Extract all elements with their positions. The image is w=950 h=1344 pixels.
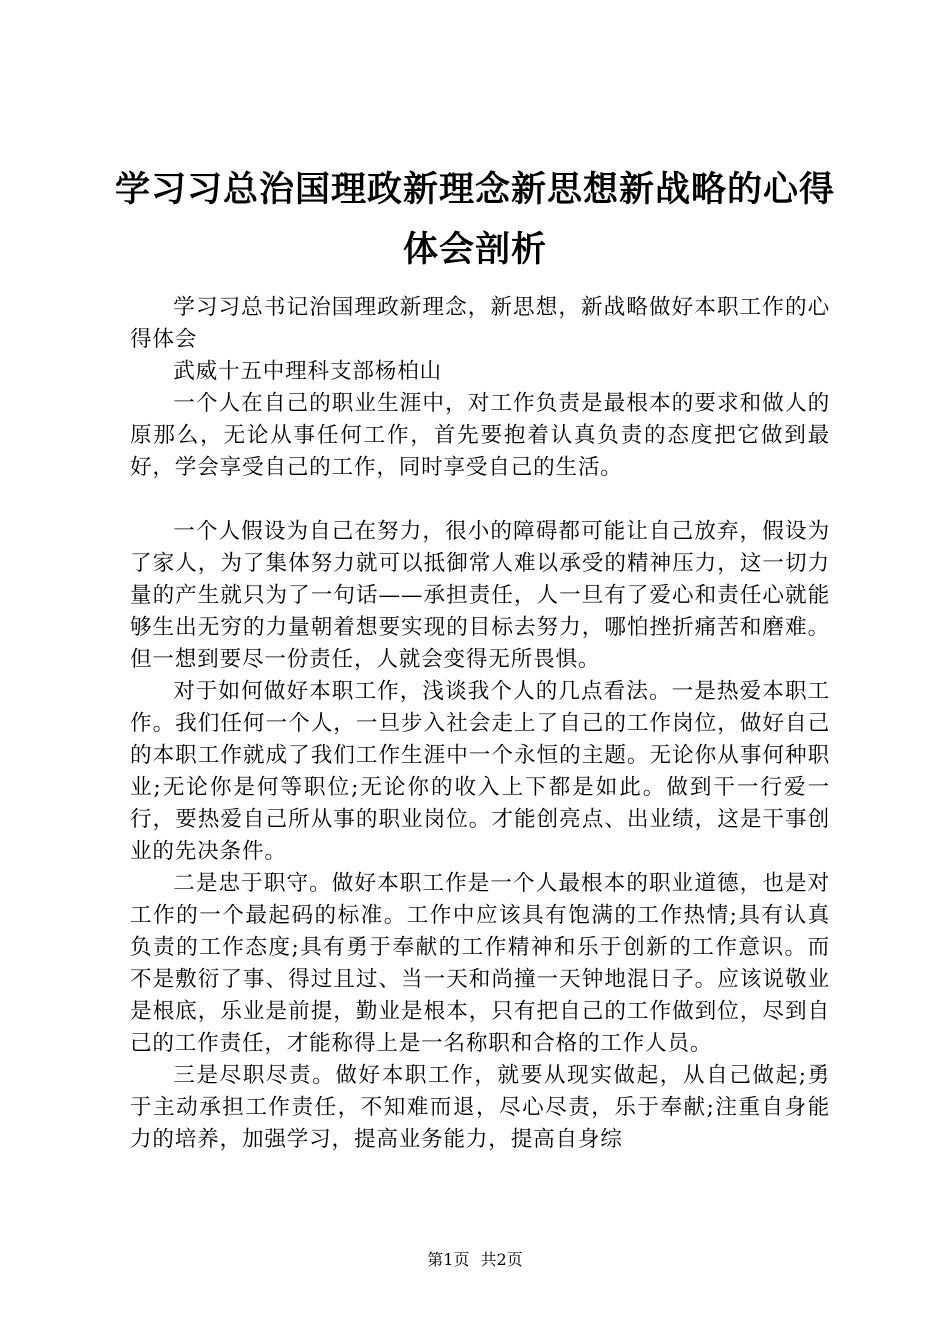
paragraph-author: 武威十五中理科支部杨柏山 xyxy=(173,359,442,384)
paragraph: 三是尽职尽责。做好本职工作，就要从现实做起，从自己做起;勇于主动承担工作责任，不知难而退，尽心尽责，乐于奉献;注重自身能力的培养，加强学习，提高业务能力，提高自身综 xyxy=(130,1063,830,1152)
paragraph: 二是忠于职守。做好本职工作是一个人最根本的职业道德，也是对工作的一个最起码的标准。工作中应该具有饱满的工作热情;具有认真负责的工作态度;具有勇于奉献的工作精神和乐于创新的工作意识。而不是敷衍了事、得过且过、当一天和尚撞一天钟地混日子。应该说敬业是根底，乐业是前提，勤业是根本，只有把自己的工作做到位，尽到自己的工作责任，才能称得上是一名称职和合格的工作人员。 xyxy=(130,871,830,1056)
document-body xyxy=(130,292,830,1156)
page-total: 共2页 xyxy=(480,1250,523,1269)
paragraph: 一个人假设为自己在努力，很小的障碍都可能让自己放弃，假设为了家人，为了集体努力就可以抵御常人难以承受的精神压力，这一切力量的产生就只为了一句话——承担责任，人一旦有了爱心和责任心就能够生出无穷的力量朝着想要实现的目标去努力，哪怕挫折痛苦和磨难。但一想到要尽一份责任，人就会变得无所畏惧。 xyxy=(130,519,830,672)
page-footer xyxy=(0,1247,950,1270)
paragraph: 一个人在自己的职业生涯中，对工作负责是最根本的要求和做人的原那么，无论从事任何工作，首先要抱着认真负责的态度把它做到最好，学会享受自己的工作，同时享受自己的生活。 xyxy=(130,391,830,480)
paragraph: 对于如何做好本职工作，浅谈我个人的几点看法。一是热爱本职工作。我们任何一个人，一旦步入社会走上了自己的工作岗位，做好自己的本职工作就成了我们工作生涯中一个永恒的主题。无论你从事何种职业;无论你是何等职位;无论你的收入上下都是如此。做到干一行爱一行，要热爱自己所从事的职业岗位。才能创亮点、出业绩，这是干事创业的先决条件。 xyxy=(130,679,830,864)
document-title-line-1: 学习习总治国理政新理念新思想新战略的心得 xyxy=(114,169,835,210)
document-title-line-2: 体会剖析 xyxy=(402,229,547,270)
paragraph-subtitle: 学习习总书记治国理政新理念，新思想，新战略做好本职工作的心得体会 xyxy=(130,295,830,352)
page-number: 第1页 xyxy=(427,1250,470,1269)
